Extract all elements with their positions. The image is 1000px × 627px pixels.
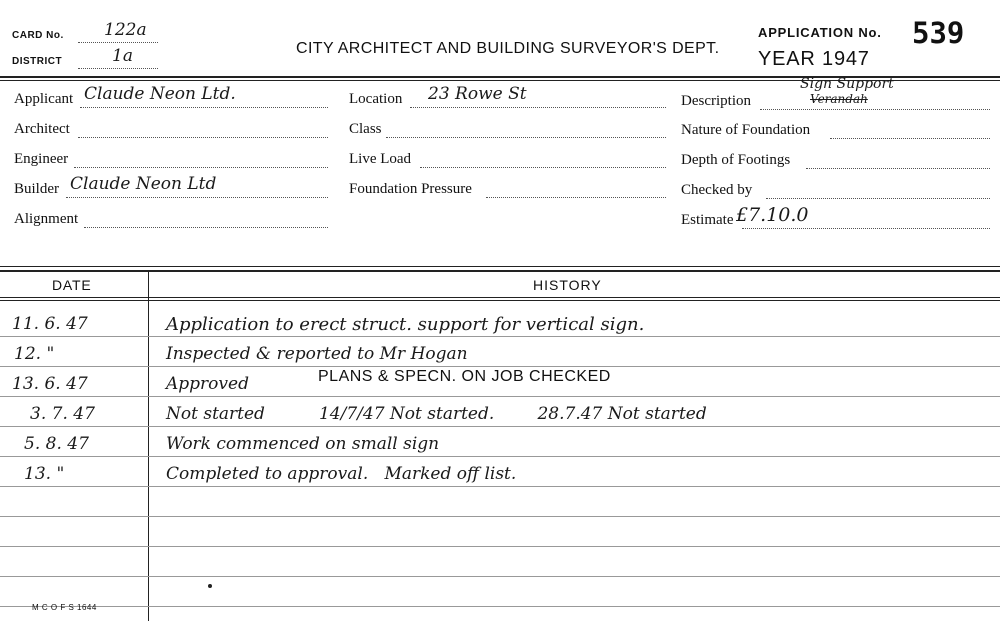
table-row-entry: Approved bbox=[166, 374, 249, 394]
year-label: YEAR 1947 bbox=[758, 48, 870, 70]
table-row-date: 13. " bbox=[24, 464, 65, 484]
table-rule-top-1 bbox=[0, 266, 1000, 267]
history-column-header: HISTORY bbox=[533, 277, 602, 293]
location-line bbox=[410, 107, 666, 108]
table-row-date: 13. 6. 47 bbox=[12, 374, 88, 394]
table-row-date: 12. " bbox=[14, 344, 55, 364]
description-struck-text: Verandah bbox=[810, 92, 868, 106]
description-label: Description bbox=[681, 93, 751, 109]
row-rule bbox=[0, 396, 1000, 397]
alignment-label: Alignment bbox=[14, 211, 79, 227]
table-row-entry: Not started 14/7/47 Not started. 28.7.47 Not started bbox=[166, 404, 707, 424]
table-row-entry: Completed to approval. Marked off list. bbox=[166, 464, 517, 484]
row-rule bbox=[0, 576, 1000, 577]
live-load-line bbox=[420, 167, 666, 168]
live-load-label: Live Load bbox=[349, 151, 412, 167]
table-row-date: 11. 6. 47 bbox=[12, 314, 88, 334]
row-rule bbox=[0, 426, 1000, 427]
row-rule bbox=[0, 336, 1000, 337]
table-row-entry: Work commenced on small sign bbox=[166, 434, 440, 454]
class-line bbox=[386, 137, 666, 138]
location-value: 23 Rowe St bbox=[428, 84, 527, 104]
ink-dot bbox=[208, 584, 212, 588]
row-rule bbox=[0, 606, 1000, 607]
nature-of-foundation-line bbox=[830, 138, 990, 139]
row-rule bbox=[0, 456, 1000, 457]
table-rule-top-2 bbox=[0, 270, 1000, 272]
checked-by-line bbox=[766, 198, 990, 199]
application-no-label: APPLICATION No. bbox=[758, 25, 882, 40]
application-no-value: 539 bbox=[912, 16, 965, 50]
row-rule bbox=[0, 366, 1000, 367]
location-label: Location bbox=[349, 91, 403, 107]
architect-line bbox=[78, 137, 328, 138]
builder-value: Claude Neon Ltd bbox=[70, 174, 217, 194]
alignment-line bbox=[84, 227, 328, 228]
date-column-header: DATE bbox=[52, 277, 92, 293]
applicant-label: Applicant bbox=[14, 91, 74, 107]
district-value: 1a bbox=[112, 46, 133, 66]
applicant-value: Claude Neon Ltd. bbox=[84, 84, 236, 104]
estimate-line bbox=[742, 228, 990, 229]
card-no-value: 122a bbox=[104, 20, 147, 40]
engineer-line bbox=[74, 167, 328, 168]
row-rule bbox=[0, 516, 1000, 517]
nature-of-foundation-label: Nature of Foundation bbox=[681, 122, 811, 138]
district-label: DISTRICT bbox=[12, 56, 63, 67]
foundation-pressure-line bbox=[486, 197, 666, 198]
checked-by-label: Checked by bbox=[681, 182, 753, 198]
table-row-date: 3. 7. 47 bbox=[30, 404, 95, 424]
description-value: Sign Support bbox=[800, 76, 894, 92]
table-row-date: 5. 8. 47 bbox=[24, 434, 89, 454]
approval-stamp: PLANS & SPECN. ON JOB CHECKED bbox=[318, 368, 611, 385]
estimate-value: £7.10.0 bbox=[736, 204, 809, 226]
builder-line bbox=[66, 197, 328, 198]
table-header-rule-1 bbox=[0, 297, 1000, 298]
row-rule bbox=[0, 486, 1000, 487]
card-no-label: CARD No. bbox=[12, 30, 64, 41]
form-code: M C O F S 1644 bbox=[32, 603, 97, 612]
builder-label: Builder bbox=[14, 181, 59, 197]
engineer-label: Engineer bbox=[14, 151, 69, 167]
depth-of-footings-line bbox=[806, 168, 990, 169]
table-row-entry: Inspected & reported to Mr Hogan bbox=[166, 344, 468, 364]
department-title: CITY ARCHITECT AND BUILDING SURVEYOR'S DEPT. bbox=[296, 40, 720, 57]
foundation-pressure-label: Foundation Pressure bbox=[349, 181, 472, 197]
architect-label: Architect bbox=[14, 121, 70, 137]
estimate-label: Estimate bbox=[681, 212, 734, 228]
description-line bbox=[760, 109, 990, 110]
date-column-divider bbox=[148, 271, 149, 621]
class-label: Class bbox=[349, 121, 382, 137]
row-rule bbox=[0, 546, 1000, 547]
table-row-entry: Application to erect struct. support for vertical sign. bbox=[166, 314, 645, 335]
depth-of-footings-label: Depth of Footings bbox=[681, 152, 791, 168]
table-header-rule-2 bbox=[0, 300, 1000, 301]
district-underline bbox=[78, 68, 158, 69]
applicant-line bbox=[80, 107, 328, 108]
card-no-underline bbox=[78, 42, 158, 43]
